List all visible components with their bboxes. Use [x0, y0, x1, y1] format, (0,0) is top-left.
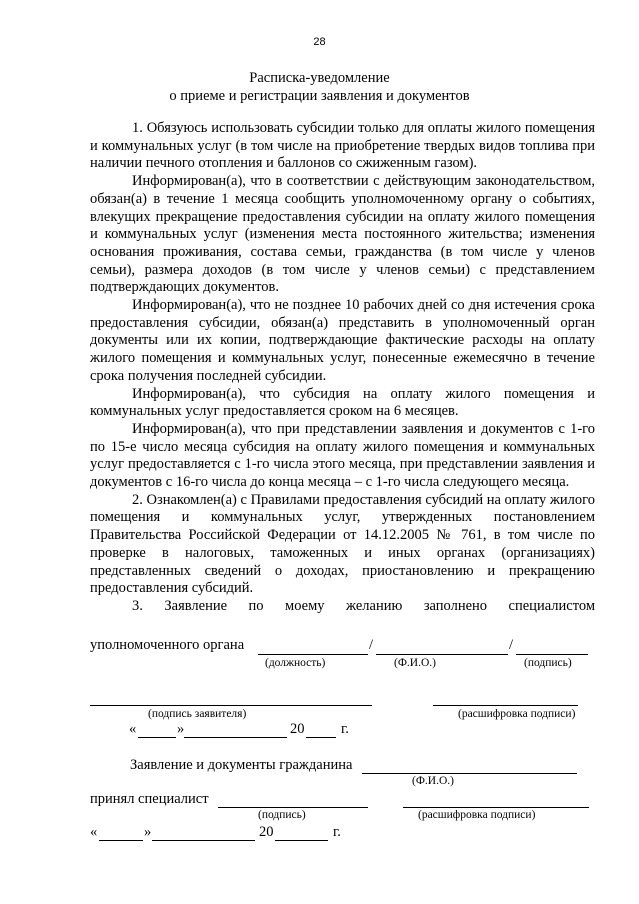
position-label: (должность)	[265, 657, 326, 669]
document-title: Расписка-уведомление	[249, 70, 390, 86]
year-prefix: 20	[290, 721, 305, 737]
applicant-signature-label: (подпись заявителя)	[148, 708, 247, 720]
paragraph-filled-by-specialist: 3. Заявление по моему желанию заполнено специалистом	[132, 597, 595, 614]
applicant-day-field[interactable]	[138, 737, 176, 738]
signature-field[interactable]	[516, 654, 588, 655]
specialist-signature-field[interactable]	[218, 807, 368, 808]
applicant-signature-field[interactable]	[90, 705, 372, 706]
citizen-fio-label: (Ф.И.О.)	[412, 775, 454, 787]
page-number: 28	[313, 36, 326, 48]
paragraph-notify-changes: Информирован(а), что в соответствии с действующим законодательством, обязан(а) в течение 1 месяца сообщить уполномоченному органу о событиях, влекущих прекращение предоставления субсидии на оплату жилого помещения и коммунальных услуг (изменения места постоянного жительства; изменения основания проживания, состава семьи, гражданства (в том числе у членов семьи), размера доходов (в том числе у членов семьи) с представлением подтверждающих документов.	[90, 173, 595, 296]
specialist-signature-label: (подпись)	[258, 809, 306, 821]
date-open-quote: «	[129, 721, 137, 737]
paragraph-subsidy-start: Информирован(а), что при представлении заявления и документов с 1-го по 15-е число месяца субсидия на оплату жилого помещения и коммунальных услуг предоставляется с 1-го числа этого месяца, при представлении заявления и документов с 16-го числа до конца месяца – с 1-го числа следующего месяца.	[90, 420, 595, 491]
clause3-prefix: уполномоченного органа	[90, 637, 245, 653]
fio-field[interactable]	[376, 654, 508, 655]
paragraph-obligation: 1. Обязуюсь использовать субсидии только для оплаты жилого помещения и коммунальных услуг (в том числе на приобретение твердых видов топлива при наличии печного отопления и баллонов со сжиженным газом).	[90, 120, 595, 172]
receipt-day-field[interactable]	[99, 840, 143, 841]
date-open-quote: «	[90, 824, 98, 840]
signature-label: (подпись)	[524, 657, 572, 669]
paragraph-rules-acknowledged: 2. Ознакомлен(а) с Правилами предоставления субсидий на оплату жилого помещения и коммунальных услуг, утвержденных постановлением Правительства Российской Федерации от 14.12.2005 № 761, в том числе по проверке в налоговых, таможенных и иных органах (организациях) представленных сведений о доходах, приостановлению и прекращению предоставления субсидий.	[90, 491, 595, 597]
applicant-month-field[interactable]	[184, 737, 287, 738]
citizen-fio-field[interactable]	[362, 773, 577, 774]
receipt-month-field[interactable]	[152, 840, 255, 841]
specialist-transcript-field[interactable]	[403, 807, 589, 808]
receipt-text: Заявление и документы гражданина	[130, 757, 353, 773]
fio-label: (Ф.И.О.)	[394, 657, 436, 669]
date-close-quote: »	[144, 824, 152, 840]
applicant-year-field[interactable]	[306, 737, 336, 738]
document-subtitle: о приеме и регистрации заявления и документов	[169, 88, 470, 104]
slash-separator: /	[509, 637, 514, 653]
accepted-by-text: принял специалист	[90, 791, 209, 807]
year-suffix: г.	[333, 824, 341, 840]
document-body	[90, 120, 595, 616]
paragraph-subsidy-term: Информирован(а), что субсидия на оплату жилого помещения и коммунальных услуг предоставляется сроком на 6 месяцев.	[90, 385, 595, 420]
year-suffix: г.	[341, 721, 349, 737]
position-field[interactable]	[258, 654, 368, 655]
paragraph-expense-documents: Информирован(а), что не позднее 10 рабочих дней со дня истечения срока предоставления субсидии, обязан(а) представить в уполномоченный орган документы или их копии, подтверждающие фактические расходы на оплату жилого помещения и коммунальных услуг, понесенные ежемесячно в течение срока получения последней субсидии.	[90, 297, 595, 384]
slash-separator: /	[369, 637, 374, 653]
receipt-year-field[interactable]	[275, 840, 328, 841]
year-prefix: 20	[259, 824, 274, 840]
applicant-transcript-field[interactable]	[433, 705, 578, 706]
date-close-quote: »	[177, 721, 185, 737]
specialist-transcript-label: (расшифровка подписи)	[418, 809, 536, 821]
applicant-transcript-label: (расшифровка подписи)	[458, 708, 576, 720]
